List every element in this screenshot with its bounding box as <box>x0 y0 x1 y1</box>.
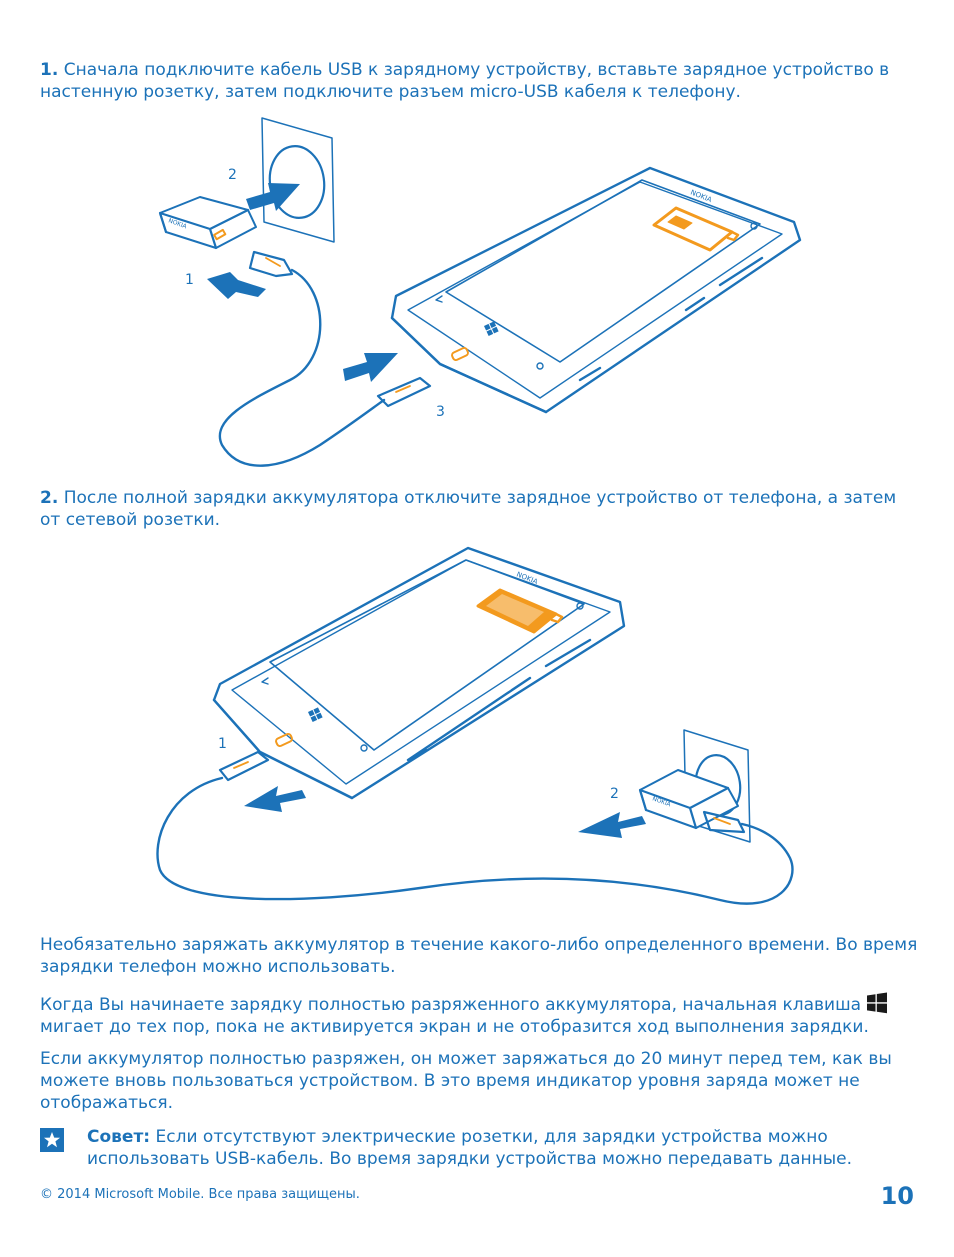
arrow-icon <box>343 353 398 382</box>
step1-label-1: 1 <box>185 272 194 288</box>
start-key-paragraph <box>40 992 920 1038</box>
phone <box>392 168 800 412</box>
step1-instruction <box>40 59 920 103</box>
charging-time-paragraph: Необязательно заряжать аккумулятор в течение какого-либо определенного времени. Во время зарядки телефон можно использовать. <box>40 935 918 977</box>
step2-number: 2. <box>40 488 59 508</box>
tip-text: Если отсутствуют электрические розетки, для зарядки устройства можно использовать USB-кабель. Во время зарядки устройства можно передавать данные. <box>87 1127 853 1169</box>
battery-icon <box>478 590 562 632</box>
start-key-text-after: мигает до тех пор, пока не активируется экран и не отобразится ход выполнения зарядки. <box>40 1017 869 1037</box>
copyright-footer: © 2014 Microsoft Mobile. Все права защищены. <box>40 1187 360 1202</box>
step1-label-3: 3 <box>436 404 445 420</box>
disconnect-charger-illustration <box>0 540 954 920</box>
phone <box>214 548 624 798</box>
tip-label: Совет: <box>87 1127 151 1147</box>
windows-start-key-icon <box>308 707 323 722</box>
page-number: 10 <box>880 1182 914 1210</box>
search-icon <box>361 745 367 751</box>
connect-charger-illustration <box>0 108 954 478</box>
charger <box>640 770 744 832</box>
step2-text: После полной зарядки аккумулятора отключите зарядное устройство от телефона, а затем от сетевой розетки. <box>40 488 897 530</box>
step2-label-2: 2 <box>610 786 619 802</box>
start-key-text-before: Когда Вы начинаете зарядку полностью разряженного аккумулятора, начальная клавиша <box>40 995 867 1015</box>
wall-socket <box>262 118 334 242</box>
step2-label-1: 1 <box>218 736 227 752</box>
arrow-icon <box>246 183 300 211</box>
deep-discharge-paragraph: Если аккумулятор полностью разряжен, он может заряжаться до 20 минут перед тем, как вы можете вновь пользоваться устройством. В это время индикатор уровня заряда может не отображаться. <box>40 1049 892 1113</box>
search-icon <box>537 363 543 369</box>
step1-number: 1. <box>40 60 59 80</box>
arrow-icon <box>207 272 266 299</box>
step2-instruction <box>40 487 920 531</box>
back-icon <box>436 296 442 302</box>
charger-brand: NOKIA <box>167 217 188 231</box>
windows-start-key-icon <box>866 992 888 1014</box>
charger <box>160 197 256 248</box>
phone-brand: NOKIA <box>689 188 713 205</box>
phone-brand: NOKIA <box>515 570 539 587</box>
battery-icon <box>654 208 738 250</box>
step1-label-2: 2 <box>228 167 237 183</box>
arrow-icon <box>578 812 646 838</box>
arrow-icon <box>244 786 306 812</box>
back-icon <box>262 678 268 684</box>
star-tip-icon <box>40 1128 64 1152</box>
step1-text: Сначала подключите кабель USB к зарядному устройству, вставьте зарядное устройство в настенную розетку, затем подключите разъем micro-USB кабеля к телефону. <box>40 60 890 102</box>
charger-brand: NOKIA <box>651 795 672 809</box>
tip-paragraph <box>87 1126 917 1170</box>
